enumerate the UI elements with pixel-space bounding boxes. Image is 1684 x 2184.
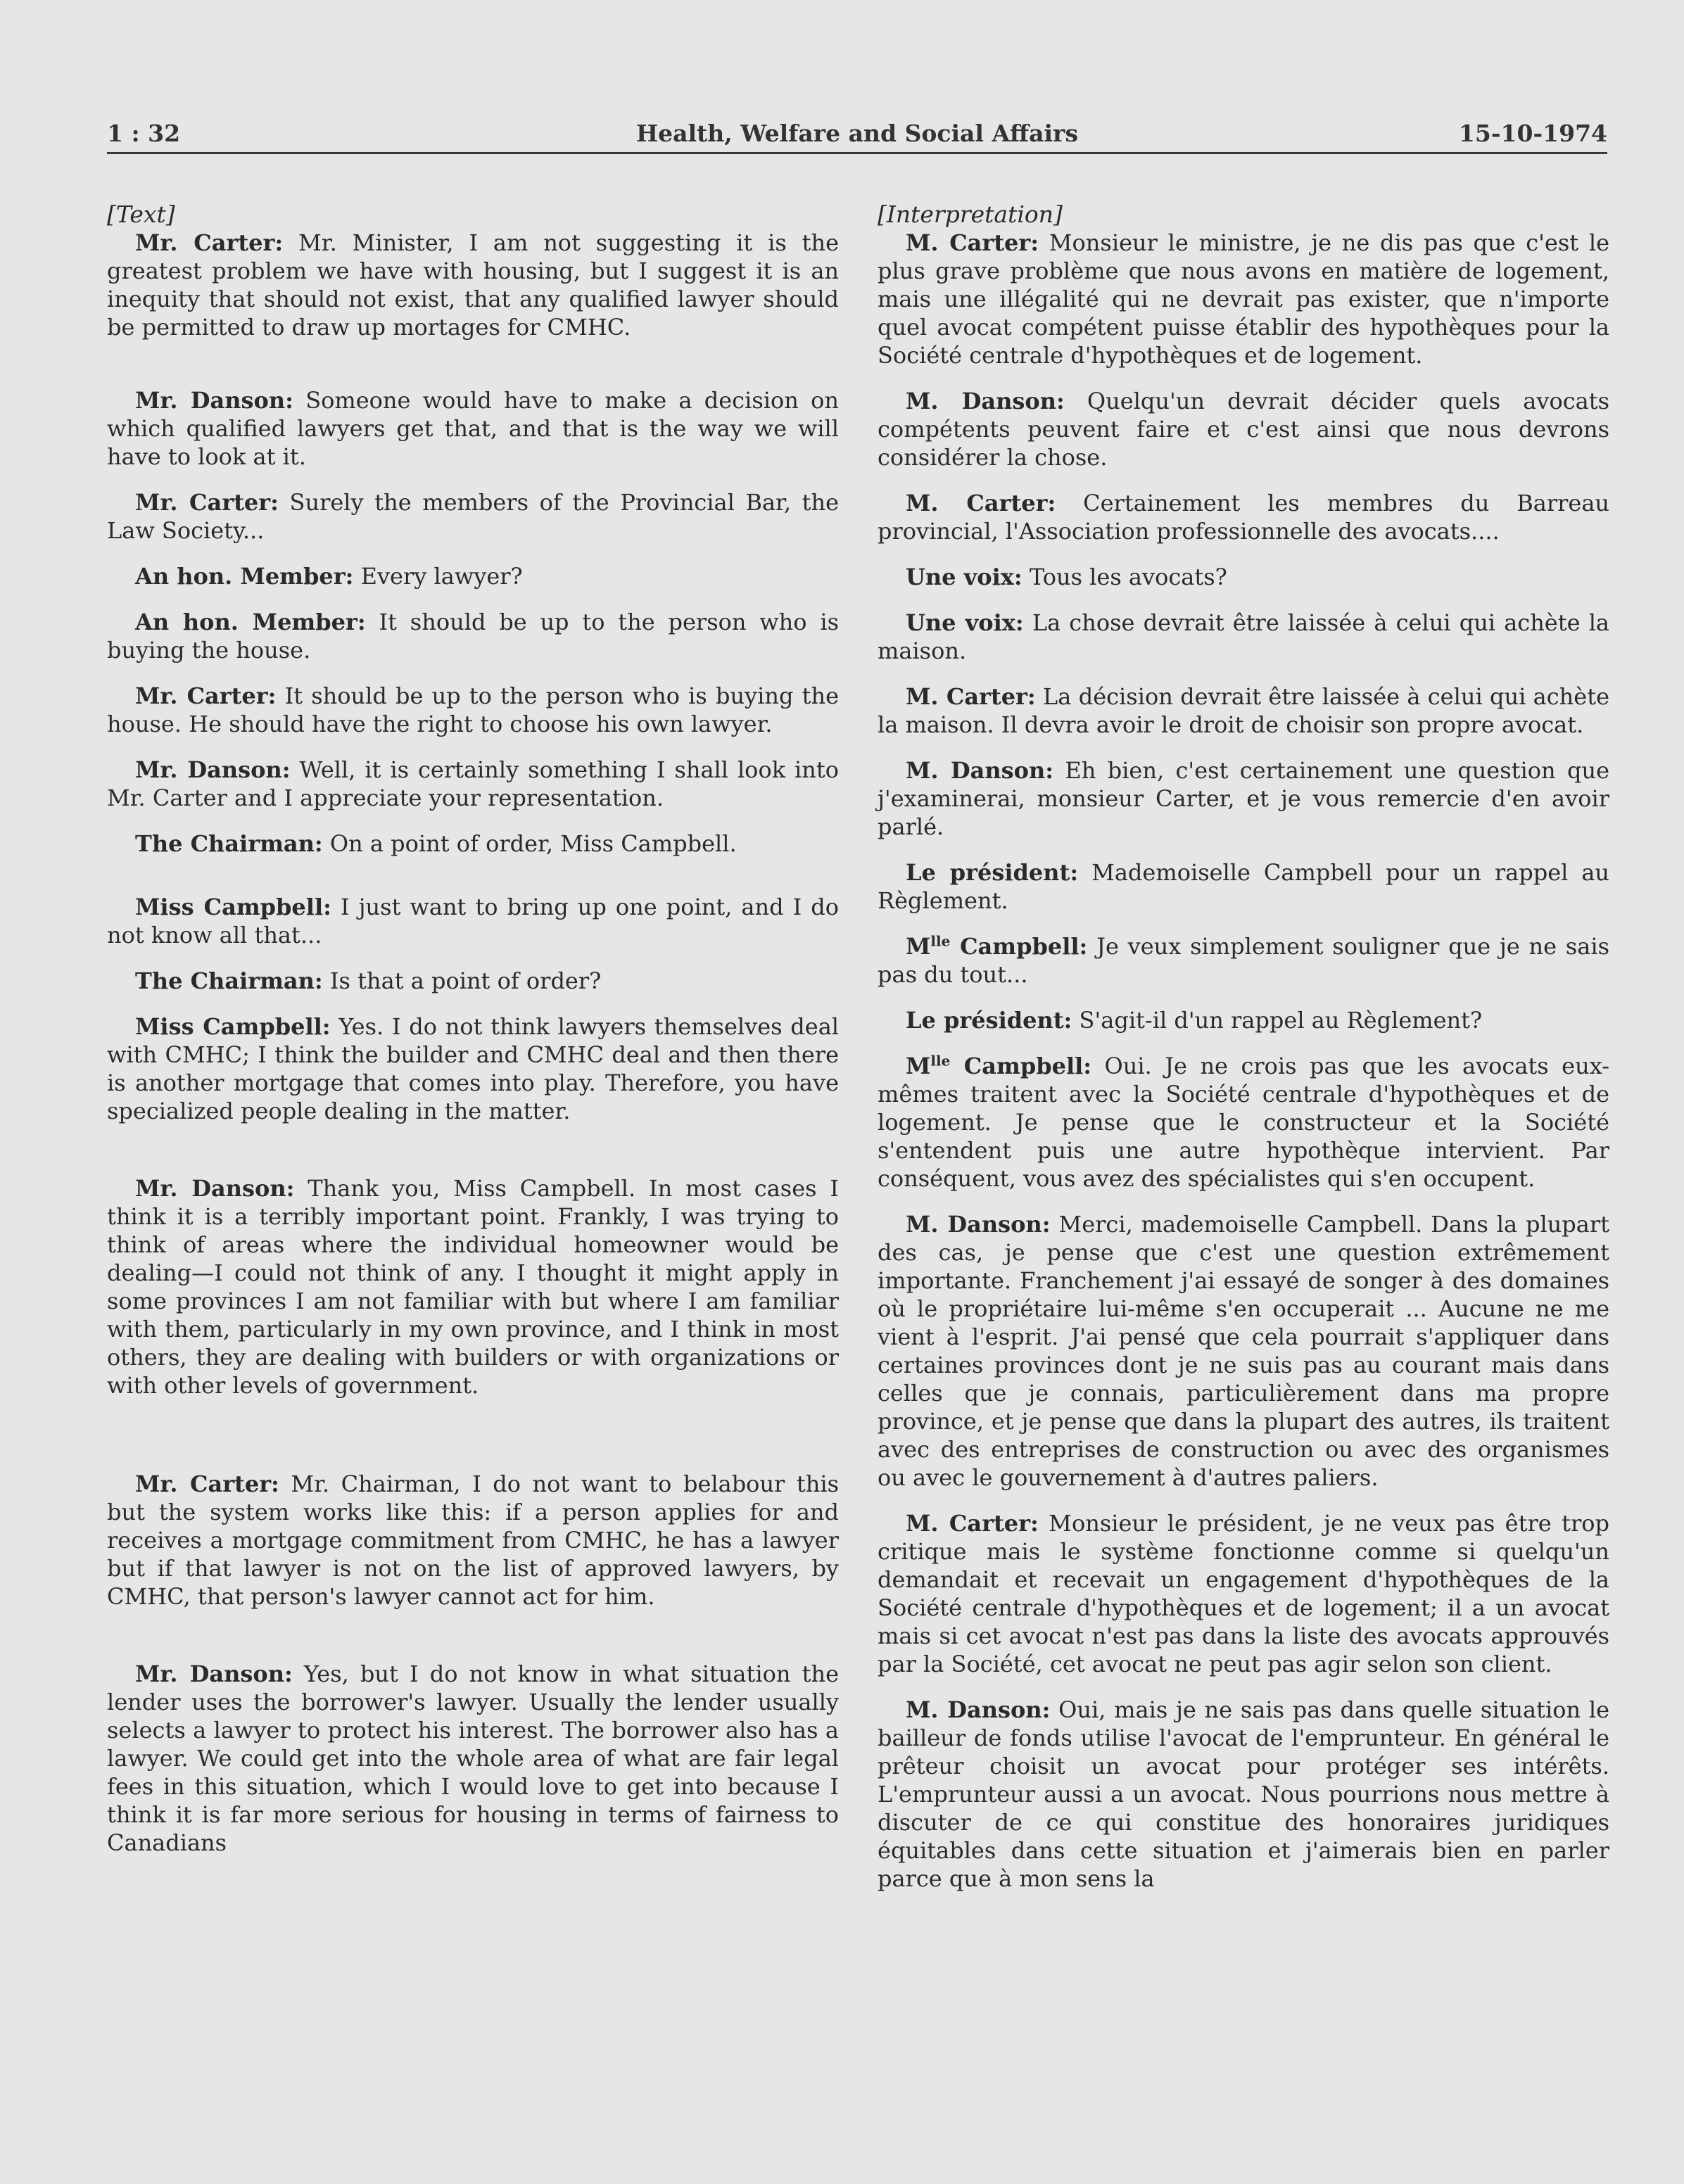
transcript-entry: [878, 489, 1609, 545]
transcript-entry: [107, 830, 839, 858]
speech-text: Quelqu'un devrait décider quels avocats compétents peuvent faire et c'est ainsi que nous devrons considérer la chose.: [878, 388, 1610, 471]
page-number: 1 : 32: [107, 120, 181, 147]
speech-text: Surely the members of the Provincial Bar, the Law Society...: [107, 489, 840, 544]
speech-text: Someone would have to make a decision on which qualified lawyers get that, and that is the way we will have to look at it.: [107, 387, 840, 470]
transcript-entry: [878, 932, 1609, 989]
speech-text: Thank you, Miss Campbell. In most cases I think it is a terribly important point. Frankly, I was trying to think of areas where the individual homeowner would be dealing—I could not think of any. I thought it might apply in some provinces I am not familiar with but where I am familiar with them, particularly in my own province, and I think in most others, they are dealing with builders or with organizations or with other levels of government.: [107, 1175, 840, 1399]
speech-text: Merci, mademoiselle Campbell. Dans la plupart des cas, je pense que c'est une question extrêmement importante. Franchement j'ai essayé de songer à des domaines où le propriétaire lui-même s'en occuperait ... Aucune ne me vient à l'esprit. J'ai pensé que cela pourrait s'appliquer dans certaines provinces dont je ne suis pas au courant mais dans celles que je connais, particulièrement dans ma propre province, et je pense que dans la plupart des autres, ils traitent avec des entreprises de construction ou avec des organismes ou avec le gouvernement à d'autres paliers.: [878, 1211, 1610, 1491]
transcript-entry: [878, 387, 1609, 471]
transcript-entry: [878, 858, 1609, 915]
transcript-entry: [878, 682, 1609, 739]
speaker-name: Une voix:: [906, 609, 1024, 636]
speaker-name: Mr. Carter:: [135, 682, 277, 709]
transcript-entry: [878, 229, 1609, 369]
transcript-entry: [878, 1210, 1609, 1492]
speaker-name: M. Danson:: [906, 757, 1054, 784]
transcript-entry: [107, 1174, 839, 1399]
transcript-entry: [107, 756, 839, 812]
speech-text: It should be up to the person who is buying the house. He should have the right to choose his own lawyer.: [107, 682, 840, 737]
speaker-name: M. Carter:: [906, 683, 1036, 710]
speaker-name: $M^{lle}$ Campbell:: [906, 1052, 1092, 1079]
speaker-name: Miss Campbell:: [135, 1013, 331, 1040]
speaker-name: Une voix:: [906, 564, 1023, 590]
speaker-name: Mr. Carter:: [135, 1471, 279, 1497]
speech-text: Mr. Chairman, I do not want to belabour this but the system works like this: if a person applies for and receives a mortgage commitment from CMHC, he has a lawyer but if that lawyer is not on the list of approved lawyers, by CMHC, that person's lawyer cannot act for him.: [107, 1471, 840, 1610]
speech-text: Oui. Je ne crois pas que les avocats eux-mêmes traitent avec la Société centrale d'hypothèques et de logement. Je pense que le constructeur et la Société s'entendent puis une autre hypothèque intervient. Par conséquent, vous avez des spécialistes qui s'en occupent.: [878, 1053, 1609, 1192]
speaker-name: M. Danson:: [906, 1211, 1051, 1238]
speech-text: Well, it is certainly something I shall look into Mr. Carter and I appreciate your representation.: [107, 756, 840, 811]
speech-text: Mr. Minister, I am not suggesting it is the greatest problem we have with housing, but I suggest it is an inequity that should not exist, that any qualified lawyer should be permitted to draw up mortages for CMHC.: [107, 229, 839, 341]
transcript-entry: [107, 229, 839, 341]
header-date: 15-10-1974: [1458, 120, 1607, 147]
transcript-entry: [107, 1660, 839, 1857]
speaker-name: M. Carter:: [906, 1510, 1039, 1537]
speech-text: Every lawyer?: [353, 563, 523, 590]
transcript-entry: [878, 1696, 1609, 1893]
interpretation-tag: [Interpretation]: [878, 201, 1063, 228]
speaker-name: M. Danson:: [906, 1696, 1051, 1723]
transcript-entry: [107, 386, 839, 471]
speaker-name: M. Carter:: [906, 229, 1039, 256]
speaker-name: Le président:: [906, 1007, 1072, 1034]
speaker-name: M. Carter:: [906, 490, 1056, 516]
transcript-entry: [107, 967, 839, 995]
transcript-entry: [878, 1509, 1609, 1678]
speaker-name: An hon. Member:: [135, 563, 354, 590]
speaker-name: Mr. Danson:: [135, 1175, 295, 1202]
speech-text: Je veux simplement souligner que je ne sais pas du tout...: [878, 933, 1610, 988]
transcript-entry: [107, 562, 839, 590]
header-title: Health, Welfare and Social Affairs: [635, 120, 1079, 147]
french-column: [878, 201, 1609, 1893]
speaker-name: Miss Campbell:: [135, 894, 331, 920]
speech-text: On a point of order, Miss Campbell.: [322, 830, 737, 857]
speech-text: I just want to bring up one point, and I do not know all that...: [107, 894, 840, 948]
english-column: [107, 201, 839, 1857]
speaker-name: An hon. Member:: [135, 609, 366, 635]
speaker-name: Mr. Carter:: [135, 229, 284, 256]
speech-text: Tous les avocats?: [1022, 564, 1227, 590]
speaker-name: Mr. Danson:: [135, 1661, 293, 1687]
transcript-entry: [878, 609, 1609, 665]
speech-text: Mademoiselle Campbell pour un rappel au Règlement.: [878, 859, 1610, 914]
speaker-name: The Chairman:: [135, 830, 323, 857]
speech-text: Yes, but I do not know in what situation the lender uses the borrower's lawyer. Usually the lender usually selects a lawyer to protect his interest. The borrower also has a lawyer. We could get into the whole area of what are fair legal fees in this situation, which I would love to get into because I think it is far more serious for housing in terms of fairness to Canadians: [107, 1661, 840, 1856]
transcript-entry: [107, 488, 839, 545]
speaker-name: Mr. Carter:: [135, 489, 279, 516]
speech-text: La décision devrait être laissée à celui qui achète la maison. Il devra avoir le droit de choisir son propre avocat.: [878, 683, 1610, 738]
speech-text: Monsieur le ministre, je ne dis pas que c'est le plus grave problème que nous avons en matière de logement, mais une illégalité qui ne devrait pas exister, que n'importe quel avocat compétent puisse établir des hypothèques pour la Société centrale d'hypothèques et de logement.: [878, 229, 1610, 369]
speech-text: Monsieur le président, je ne veux pas être trop critique mais le système fonctionne comme si quelqu'un demandait et recevait un engagement d'hypothèques de la Société centrale d'hypothèques et de logement; il a un avocat mais si cet avocat n'est pas dans la liste des avocats approuvés par la Société, cet avocat ne peut pas agir selon son client.: [878, 1510, 1610, 1677]
transcript-entry: [107, 893, 839, 949]
speaker-name: $M^{lle}$ Campbell:: [906, 932, 1088, 960]
page-header: [107, 117, 1607, 154]
speech-text: Yes. I do not think lawyers themselves deal with CMHC; I think the builder and CMHC deal and then there is another mortgage that comes into play. Therefore, you have specialized people dealing in the matter.: [107, 1013, 839, 1124]
speech-text: La chose devrait être laissée à celui qui achète la maison.: [878, 609, 1610, 664]
transcript-entry: [878, 563, 1609, 591]
speaker-name: M. Danson:: [906, 388, 1065, 414]
speaker-name: Mr. Danson:: [135, 756, 291, 783]
transcript-entry: [107, 1470, 839, 1611]
speech-text: It should be up to the person who is buying the house.: [107, 609, 840, 664]
speech-text: Certainement les membres du Barreau provincial, l'Association professionnelle des avocats....: [878, 490, 1610, 545]
transcript-entry: [107, 1012, 839, 1125]
transcript-entry: [878, 1052, 1609, 1193]
text-tag: [Text]: [107, 201, 175, 228]
speaker-name: Mr. Danson:: [135, 387, 293, 414]
speaker-name: Le président:: [906, 859, 1079, 886]
speech-text: Eh bien, c'est certainement une question que j'examinerai, monsieur Carter, et je vous remercie d'en avoir parlé.: [878, 757, 1610, 840]
speech-text: Oui, mais je ne sais pas dans quelle situation le bailleur de fonds utilise l'avocat de l'emprunteur. En général le prêteur choisit un avocat pour protéger ses intérêts. L'emprunteur aussi a un avocat. Nous pourrions nous mettre à discuter de ce qui constitue des honoraires juridiques équitables dans cette situation et j'aimerais bien en parler parce que à mon sens la: [878, 1696, 1610, 1892]
transcript-entry: [107, 682, 839, 738]
transcript-entry: [878, 1006, 1609, 1034]
transcript-entry: [107, 608, 839, 664]
speech-text: S'agit-il d'un rappel au Règlement?: [1072, 1007, 1483, 1034]
transcript-entry: [878, 756, 1609, 841]
speaker-name: The Chairman:: [135, 967, 323, 994]
speech-text: Is that a point of order?: [322, 967, 602, 994]
